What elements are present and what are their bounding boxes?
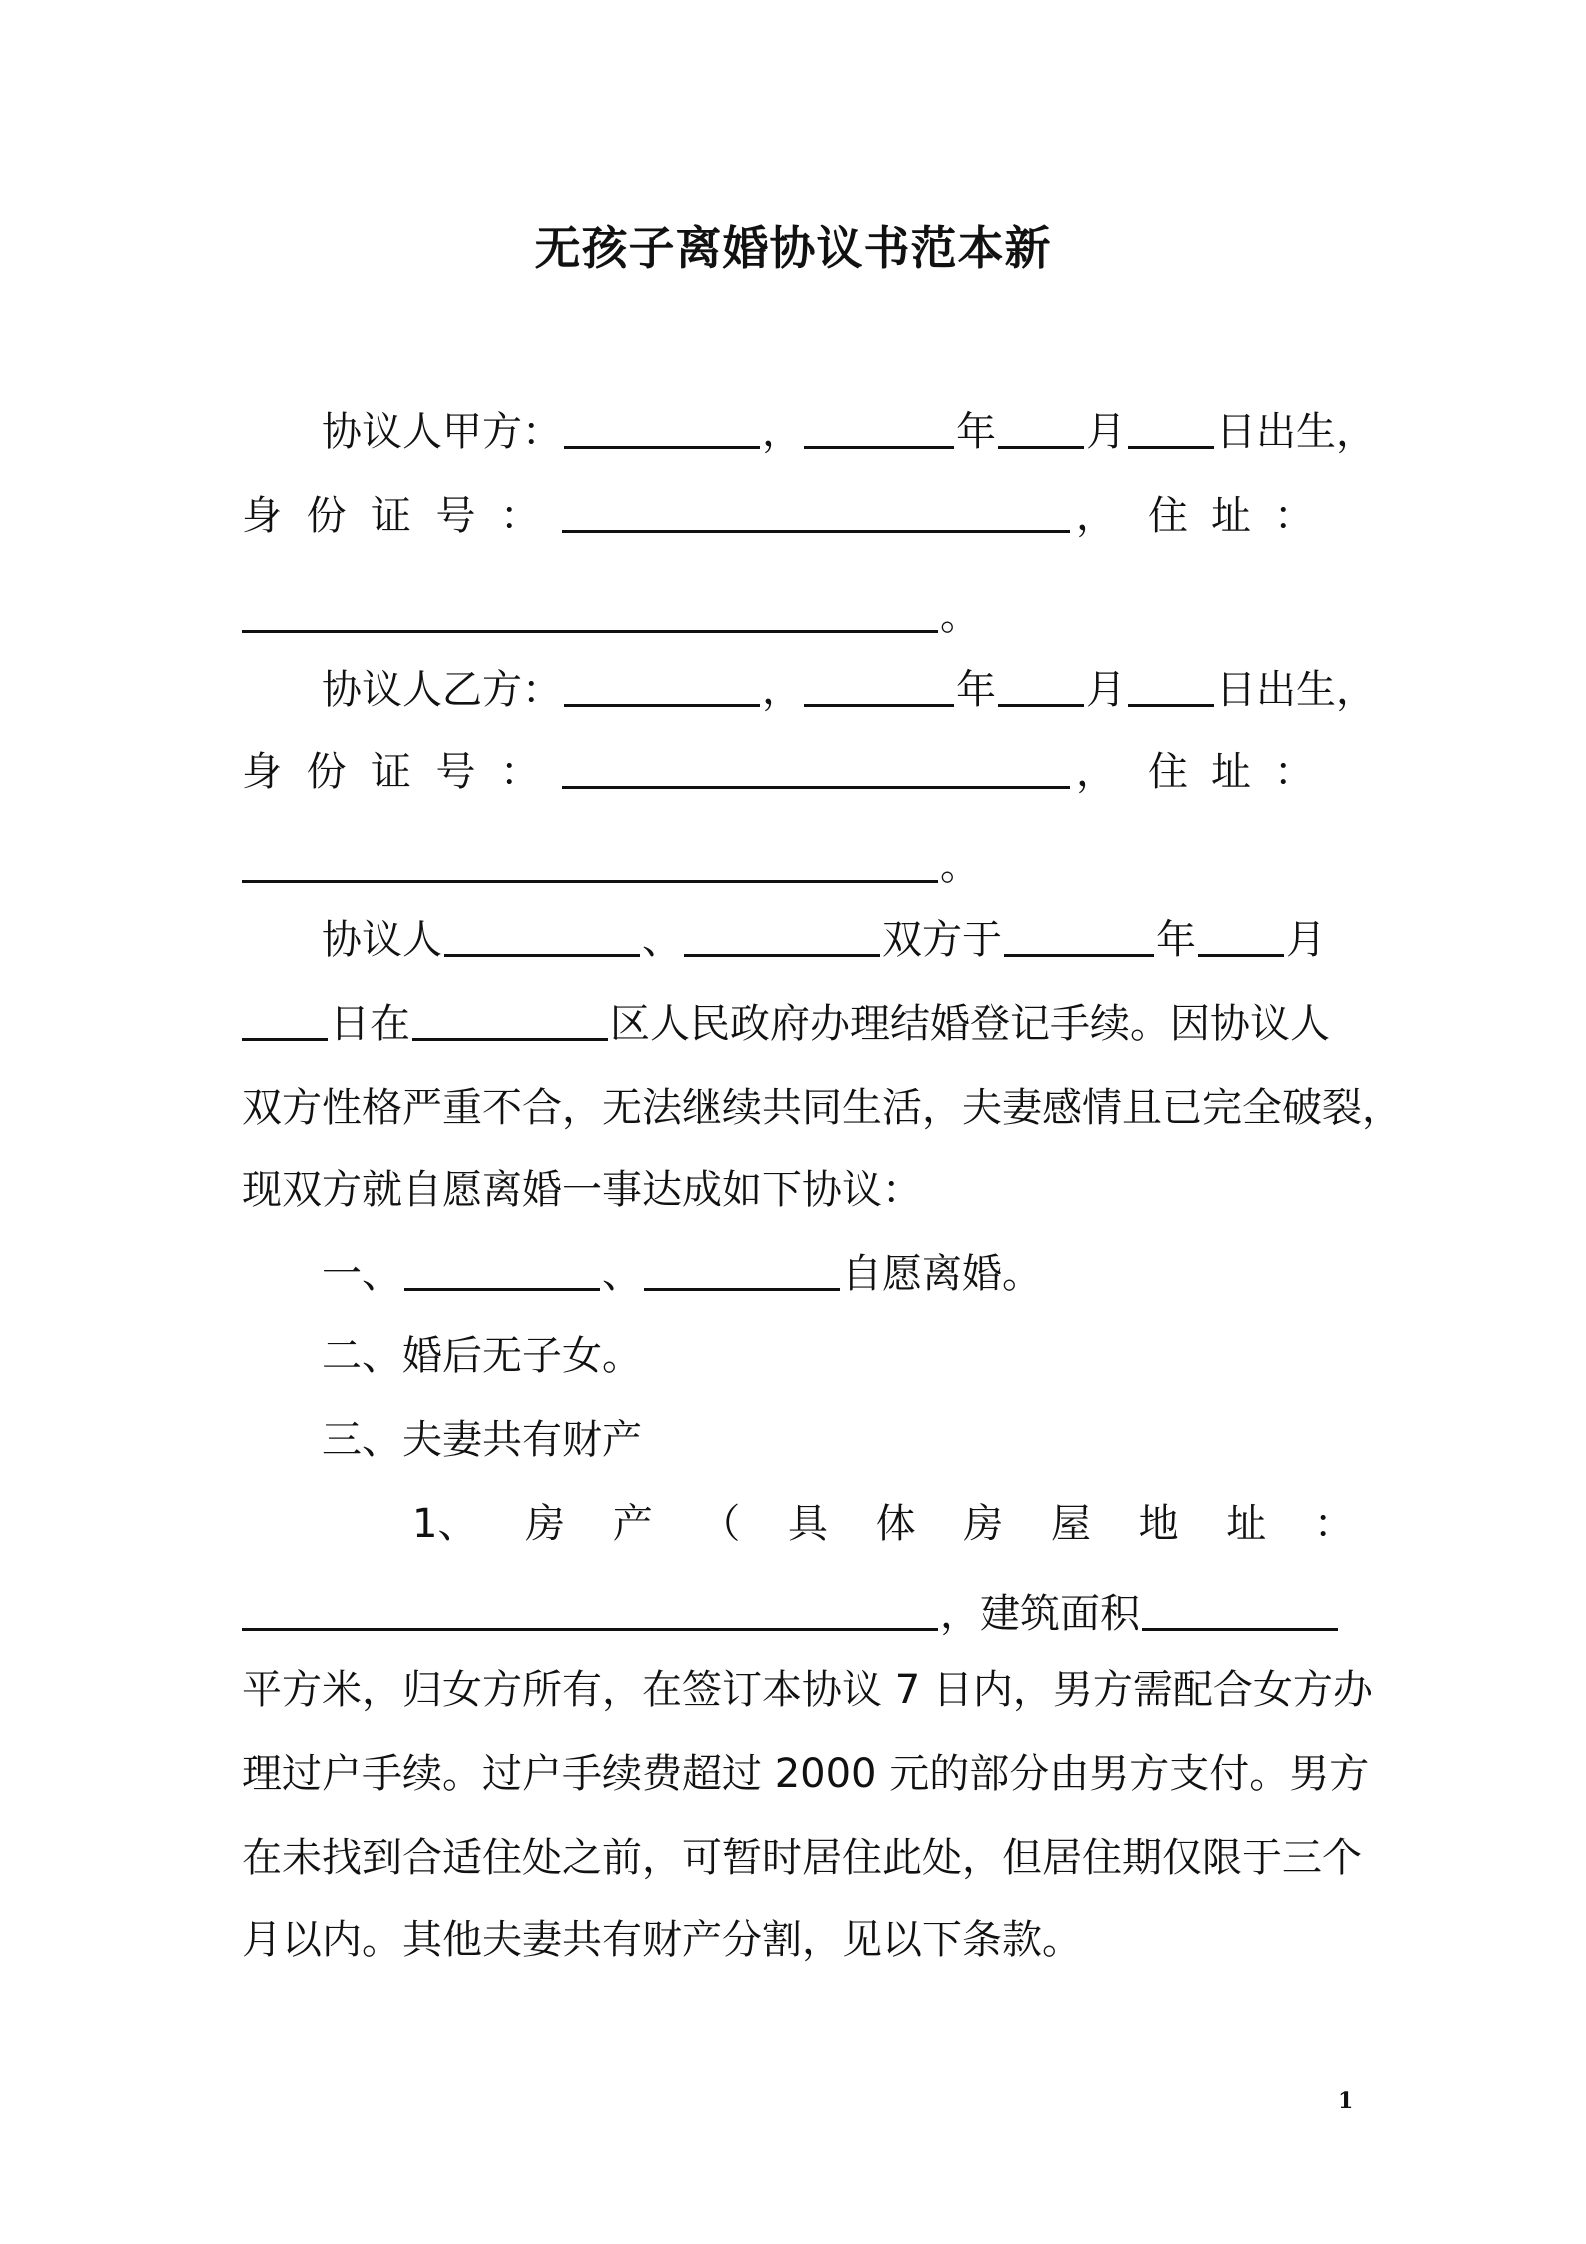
clause-1 [322, 1250, 1354, 1298]
id-char: 号 [435, 493, 476, 539]
party-b-id-label [242, 748, 540, 796]
clause-char: （ [700, 1501, 741, 1547]
party-b-month-label: 月 [1086, 667, 1126, 713]
intro-text: 日在 [330, 1001, 410, 1047]
intro-text: 协议人 [322, 917, 442, 963]
intro-name-b-blank [684, 954, 880, 957]
party-b-label: 协议人乙方： [322, 667, 562, 713]
id-char: 份 [306, 749, 347, 795]
clause-3-1-line-4: 理过户手续。过户手续费超过 2000 元的部分由男方支付。男方 [242, 1751, 1370, 1797]
addr-char: 址 [1211, 749, 1251, 795]
intro-text: 区人民政府办理结婚登记手续。因协议人 [610, 1001, 1330, 1047]
party-a-sep: ， [762, 409, 802, 455]
clause-text: 一、 [322, 1251, 402, 1297]
clause-char: 址 [1226, 1501, 1267, 1547]
addr-char: 址 [1211, 493, 1251, 539]
intro-line-4: 现双方就自愿离婚一事达成如下协议： [242, 1167, 922, 1213]
id-char: 证 [371, 749, 411, 795]
clause-3-1-line-3: 平方米，归女方所有，在签订本协议 7 日内，男方需配合女方办 [242, 1667, 1373, 1713]
party-a-year-label: 年 [956, 409, 996, 455]
party-a-address-blank [242, 630, 938, 633]
clause-char: 房 [963, 1501, 1004, 1547]
party-a-addr-label [1148, 492, 1314, 540]
party-b-year-blank [804, 704, 954, 707]
clause-char: 1、 [412, 1501, 478, 1547]
party-a-line-2 [242, 492, 1354, 540]
addr-char: 住 [1148, 493, 1188, 539]
party-a-birth-label: 日出生， [1216, 409, 1376, 455]
intro-month-blank [1198, 954, 1284, 957]
clause-char: 体 [875, 1501, 916, 1547]
clause-3-1-line-5: 在未找到合适住处之前，可暂时居住此处，但居住期仅限于三个 [242, 1835, 1362, 1881]
intro-text: 双方于 [882, 917, 1002, 963]
addr-char: ： [1274, 493, 1314, 539]
party-a-year-blank [804, 446, 954, 449]
party-a-line-1 [322, 408, 1376, 456]
clause-3-1-line-6: 月以内。其他夫妻共有财产分割，见以下条款。 [242, 1917, 1082, 1963]
addr-char: ： [1274, 749, 1314, 795]
party-a-id-blank [562, 530, 1070, 533]
party-b-addr-sep: ， [1076, 749, 1116, 795]
clause-text: 自愿离婚。 [842, 1251, 1042, 1297]
clause-char: 房 [525, 1501, 566, 1547]
party-b-sep: ， [762, 667, 802, 713]
id-char: ： [500, 749, 540, 795]
party-b-id-blank [562, 786, 1070, 789]
id-char: ： [500, 493, 540, 539]
intro-year-blank [1004, 954, 1154, 957]
clause-2: 二、婚后无子女。 [322, 1333, 642, 1379]
intro-text: 、 [642, 917, 682, 963]
area-blank [1142, 1628, 1338, 1631]
party-b-address-blank [242, 880, 938, 883]
intro-line-1 [322, 916, 1354, 964]
party-b-month-blank [998, 704, 1084, 707]
clause-char: ： [1313, 1501, 1354, 1547]
party-b-birth-label: 日出生， [1216, 667, 1376, 713]
party-b-addr-label [1148, 748, 1314, 796]
intro-line-3: 双方性格严重不合，无法继续共同生活，夫妻感情且已完全破裂， [242, 1085, 1402, 1131]
id-char: 身 [242, 749, 282, 795]
clause-3-1-line-1 [412, 1500, 1354, 1548]
party-a-id-label [242, 492, 540, 540]
intro-name-a-blank [444, 954, 640, 957]
house-address-blank [242, 1628, 938, 1631]
party-b-name-blank [564, 704, 760, 707]
party-b-line-2 [242, 748, 1354, 796]
clause-char: 地 [1138, 1501, 1179, 1547]
intro-text: 年 [1156, 917, 1196, 963]
document-title: 无孩子离婚协议书范本新 [534, 221, 1052, 275]
party-a-name-blank [564, 446, 760, 449]
party-b-end: 。 [940, 843, 980, 889]
clause-3: 三、夫妻共有财产 [322, 1417, 642, 1463]
clause-3-1-line-2 [242, 1590, 1354, 1638]
intro-text: 月 [1286, 917, 1326, 963]
addr-char: 住 [1148, 749, 1188, 795]
clause-text: ，建筑面积 [940, 1591, 1140, 1637]
id-char: 份 [306, 493, 347, 539]
clause-text: 、 [602, 1251, 642, 1297]
clause-char: 具 [788, 1501, 829, 1547]
id-char: 身 [242, 493, 282, 539]
clause-char: 屋 [1050, 1501, 1091, 1547]
intro-district-blank [412, 1038, 608, 1041]
clause-1-name-a-blank [404, 1288, 600, 1291]
intro-day-blank [242, 1038, 328, 1041]
party-a-label: 协议人甲方： [322, 409, 562, 455]
party-a-day-blank [1128, 446, 1214, 449]
party-b-line-3 [242, 842, 1354, 890]
party-b-day-blank [1128, 704, 1214, 707]
party-a-month-label: 月 [1086, 409, 1126, 455]
party-b-line-1 [322, 666, 1376, 714]
id-char: 号 [435, 749, 476, 795]
party-a-addr-sep: ， [1076, 493, 1116, 539]
page-number: 1 [1338, 2088, 1354, 2114]
party-a-line-3 [242, 592, 1354, 640]
party-a-end: 。 [940, 593, 980, 639]
clause-char: 产 [612, 1501, 653, 1547]
intro-line-2 [242, 1000, 1354, 1048]
party-a-month-blank [998, 446, 1084, 449]
id-char: 证 [371, 493, 411, 539]
clause-1-name-b-blank [644, 1288, 840, 1291]
party-b-year-label: 年 [956, 667, 996, 713]
